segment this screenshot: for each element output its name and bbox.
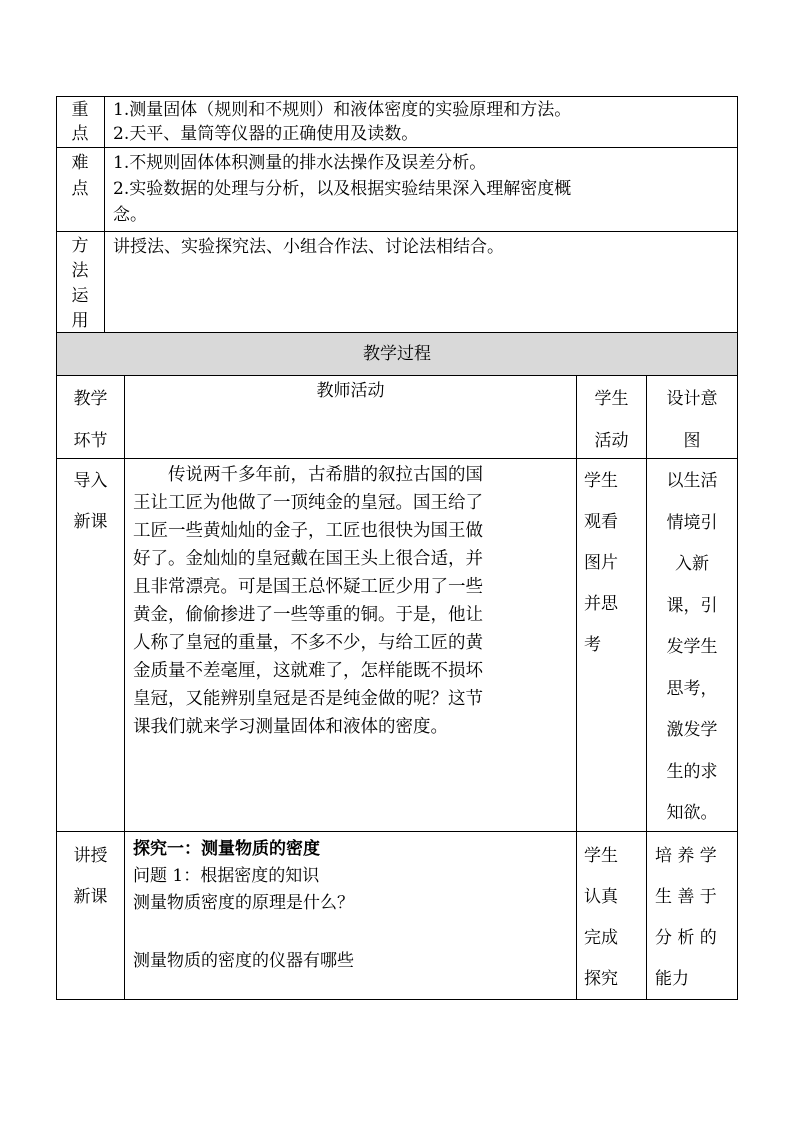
text-line: 考 xyxy=(584,635,601,655)
teacher-activity-new-lesson xyxy=(133,836,354,975)
text-line: 思考， xyxy=(666,678,718,699)
text-line: 生 善 于 xyxy=(655,887,717,907)
text-line: 情境引 xyxy=(666,512,718,533)
header-teacher-activity: 教师活动 xyxy=(316,381,385,401)
text-line: 激发学 xyxy=(666,720,718,740)
text-line: 探究 xyxy=(584,969,618,989)
student-activity-introduction xyxy=(584,461,618,666)
stage-new-lesson: 讲授 新课 xyxy=(73,846,108,907)
text-line: 好了。金灿灿的皇冠戴在国王头上很合适，并 xyxy=(133,549,483,569)
row-header-key-points: 重 点 xyxy=(71,100,89,144)
text-line xyxy=(133,917,354,948)
header-stage: 教学 环节 xyxy=(73,389,108,451)
text-line: 人称了皇冠的重量，不多不少，与给工匠的黄 xyxy=(133,633,483,653)
stage-introduction: 导入 新课 xyxy=(73,471,108,532)
table-border xyxy=(737,96,738,333)
text-line: 图片 xyxy=(584,553,618,573)
text-line: 知欲。 xyxy=(666,803,718,823)
text-line: 生的求 xyxy=(666,761,718,782)
methods-text: 讲授法、实验探究法、小组合作法、讨论法相结合。 xyxy=(113,237,504,257)
text-line: 课我们就来学习测量固体和液体的密度。 xyxy=(133,717,448,737)
text-line: 发学生 xyxy=(666,637,718,657)
text-line: 王让工匠为他做了一顶纯金的皇冠。国王给了 xyxy=(133,493,483,513)
process-title: 教学过程 xyxy=(363,344,431,364)
text-line: 且非常漂亮。可是国王总怀疑工匠少用了一些 xyxy=(133,577,483,597)
text-line: 认真 xyxy=(584,887,618,907)
text-line: 学生 xyxy=(584,846,618,866)
text-line: 问题 1：根据密度的知识 xyxy=(133,866,320,886)
table-border xyxy=(56,831,738,832)
text-line: 入新 xyxy=(675,554,709,574)
table-border xyxy=(56,96,738,97)
teacher-activity-introduction xyxy=(133,461,483,741)
text-line: 黄金，偷偷掺进了一些等重的铜。于是，他让 xyxy=(133,605,483,625)
row-header-methods: 方 法 运 用 xyxy=(71,236,89,331)
key-point-2: 2.天平、量筒等仪器的正确使用及读数。 xyxy=(113,124,419,144)
difficulty-1: 1.不规则固体体积测量的排水法操作及误差分析。 xyxy=(113,153,487,173)
table-border xyxy=(104,96,105,333)
table-border xyxy=(576,375,577,1000)
key-point-1: 1.测量固体（规则和不规则）和液体密度的实验原理和方法。 xyxy=(113,100,572,120)
row-header-difficulties: 难 点 xyxy=(71,153,89,199)
text-line: 传说两千多年前，古希腊的叙拉古国的国 xyxy=(133,465,483,485)
text-line: 工匠一些黄灿灿的金子，工匠也很快为国王做 xyxy=(133,521,483,541)
header-student-activity: 学生 活动 xyxy=(594,389,629,451)
header-design-intent: 设计意 图 xyxy=(666,389,718,451)
difficulty-2: 2.实验数据的处理与分析，以及根据实验结果深入理解密度概 xyxy=(113,179,572,199)
difficulties-content xyxy=(113,150,571,228)
table-border xyxy=(56,231,738,232)
text-line: 课，引 xyxy=(666,595,718,616)
text-line: 以生活 xyxy=(666,471,718,491)
design-intent-new-lesson xyxy=(655,836,717,1000)
table-border xyxy=(737,332,738,1000)
table-border xyxy=(56,375,738,376)
table-border xyxy=(124,375,125,1000)
text-line: 测量物质密度的原理是什么？ xyxy=(133,893,354,913)
design-intent-introduction xyxy=(647,461,737,835)
text-line: 培 养 学 xyxy=(655,846,717,866)
table-border xyxy=(56,999,738,1000)
table-border xyxy=(56,147,738,148)
text-line: 能力 xyxy=(655,969,689,989)
key-points-content xyxy=(113,98,571,146)
text-line: 金质量不差毫厘，这就难了，怎样能既不损坏 xyxy=(133,661,483,681)
methods-content xyxy=(113,234,504,260)
text-line: 观看 xyxy=(584,512,618,532)
student-activity-new-lesson xyxy=(584,836,618,1000)
text-line: 皇冠，又能辨别皇冠是否是纯金做的呢？这节 xyxy=(133,689,483,709)
text-line: 测量物质的密度的仪器有哪些 xyxy=(133,951,354,971)
difficulty-2-cont: 念。 xyxy=(113,205,147,225)
table-border xyxy=(56,96,57,333)
text-line: 分 析 的 xyxy=(655,928,717,948)
text-line: 完成 xyxy=(584,928,618,948)
text-line: 并思 xyxy=(584,594,618,614)
text-line: 学生 xyxy=(584,471,618,491)
inquiry-heading: 探究一：测量物质的密度 xyxy=(133,839,320,859)
